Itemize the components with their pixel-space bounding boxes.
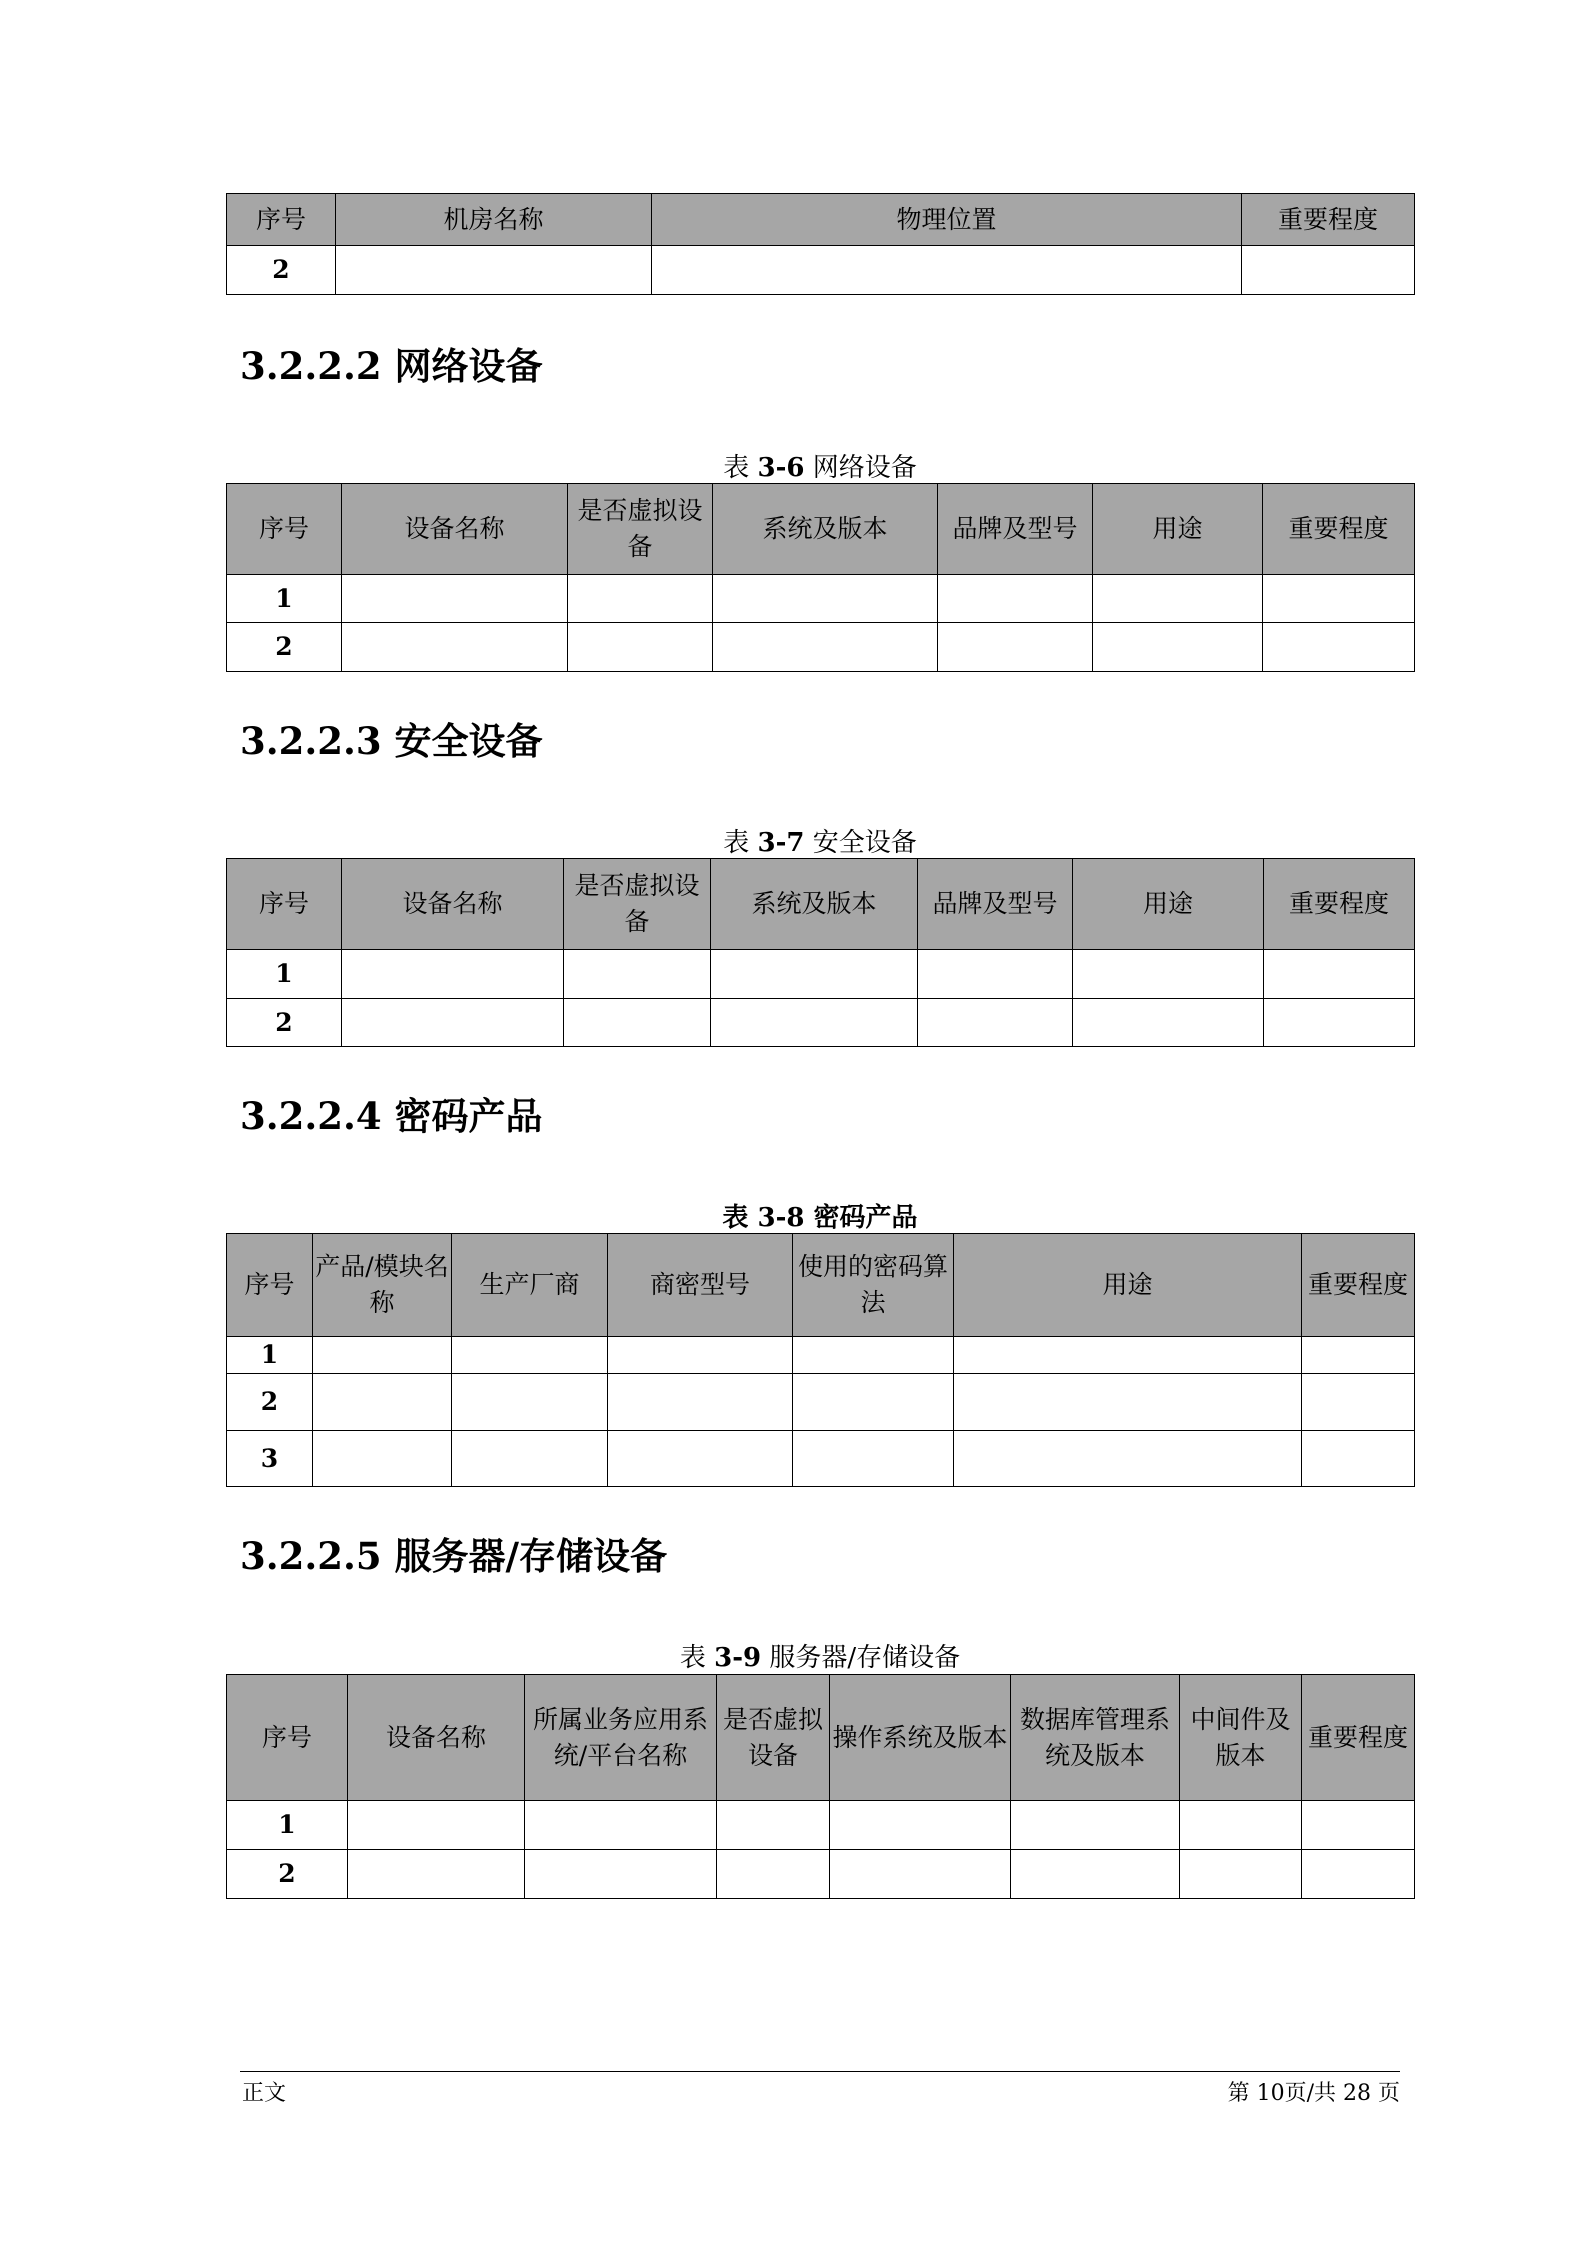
table-row: [227, 1850, 1415, 1899]
header-cell: 设备名称: [348, 1675, 525, 1801]
header-cell: 序号: [227, 484, 342, 575]
table-cell: [1302, 1431, 1415, 1487]
table-cell: [713, 575, 938, 623]
table-cell: [608, 1337, 793, 1374]
table-cell: [1264, 999, 1415, 1047]
header-cell: 中间件及版本: [1180, 1675, 1302, 1801]
table-cell: [608, 1431, 793, 1487]
header-cell: 生产厂商: [452, 1234, 608, 1337]
table-cell: [313, 1431, 452, 1487]
table-cell: [954, 1431, 1302, 1487]
table-cell: [954, 1374, 1302, 1431]
header-cell: 序号: [227, 194, 336, 246]
row-number: 2: [227, 246, 336, 295]
table-cell: [342, 575, 568, 623]
row-number: 1: [227, 1337, 313, 1374]
table-cell: [830, 1801, 1011, 1850]
table-cell: [1011, 1801, 1180, 1850]
header-cell: 用途: [1093, 484, 1263, 575]
table-cell: [313, 1374, 452, 1431]
footer-page-number: 第 10页/共 28 页: [1227, 2081, 1400, 2106]
table-cell: [452, 1431, 608, 1487]
table-cell: [1302, 1801, 1415, 1850]
section-heading-network: 3.2.2.2 网络设备: [240, 344, 543, 388]
header-cell: 系统及版本: [711, 859, 918, 950]
row-number: 3: [227, 1431, 313, 1487]
row-number: 2: [227, 1850, 348, 1899]
table-cell: [793, 1431, 954, 1487]
row-number: 2: [227, 623, 342, 672]
row-number: 1: [227, 575, 342, 623]
header-cell: 重要程度: [1264, 859, 1415, 950]
table-cell: [336, 246, 652, 295]
table-cell: [1263, 623, 1415, 672]
header-cell: 设备名称: [342, 859, 564, 950]
row-number: 1: [227, 1801, 348, 1850]
header-cell: 品牌及型号: [938, 484, 1093, 575]
table-cell: [348, 1801, 525, 1850]
table-cell: [711, 950, 918, 999]
section-heading-security: 3.2.2.3 安全设备: [240, 719, 543, 763]
table-server-storage: [226, 1674, 1415, 1899]
table-cell: [568, 623, 713, 672]
table-cell: [1302, 1337, 1415, 1374]
table-row: [227, 575, 1415, 623]
table-row: [227, 950, 1415, 999]
table-cell: [1242, 246, 1415, 295]
table-rooms: [226, 193, 1415, 295]
table-cell: [525, 1850, 717, 1899]
table-row: [227, 999, 1415, 1047]
table-cell: [608, 1374, 793, 1431]
header-cell: 商密型号: [608, 1234, 793, 1337]
table-cell: [1093, 575, 1263, 623]
table-cell: [717, 1801, 830, 1850]
table-cell: [652, 246, 1242, 295]
table-cell: [713, 623, 938, 672]
footer-divider: [240, 2071, 1400, 2072]
header-cell: 重要程度: [1242, 194, 1415, 246]
table-row: [227, 1431, 1415, 1487]
table-cell: [342, 999, 564, 1047]
table-row: [227, 246, 1415, 295]
table-cell: [1180, 1850, 1302, 1899]
header-cell: 重要程度: [1302, 1234, 1415, 1337]
header-cell: 用途: [1073, 859, 1264, 950]
table-cell: [1264, 950, 1415, 999]
header-cell: 机房名称: [336, 194, 652, 246]
table-cell: [1073, 999, 1264, 1047]
table-cell: [1011, 1850, 1180, 1899]
table-cell: [313, 1337, 452, 1374]
table-cell: [954, 1337, 1302, 1374]
header-cell: 序号: [227, 1675, 348, 1801]
table-cell: [938, 623, 1093, 672]
table-cell: [348, 1850, 525, 1899]
header-cell: 设备名称: [342, 484, 568, 575]
table-cell: [938, 575, 1093, 623]
table-cell: [1073, 950, 1264, 999]
header-cell: 所属业务应用系统/平台名称: [525, 1675, 717, 1801]
table-cell: [564, 950, 711, 999]
footer-section-label: 正文: [242, 2081, 287, 2106]
table-cell: [1180, 1801, 1302, 1850]
table-cell: [342, 623, 568, 672]
table-row: [227, 1337, 1415, 1374]
table-cell: [1263, 575, 1415, 623]
table-network-devices: [226, 483, 1415, 672]
header-cell: 重要程度: [1263, 484, 1415, 575]
table-cell: [830, 1850, 1011, 1899]
row-number: 2: [227, 999, 342, 1047]
table-caption-crypto: 表 3-8 密码产品: [722, 1203, 918, 1233]
header-cell: 序号: [227, 859, 342, 950]
header-cell: 操作系统及版本: [830, 1675, 1011, 1801]
table-cell: [1093, 623, 1263, 672]
section-heading-server: 3.2.2.5 服务器/存储设备: [240, 1534, 668, 1578]
header-cell: 是否虚拟设备: [568, 484, 713, 575]
row-number: 2: [227, 1374, 313, 1431]
header-cell: 用途: [954, 1234, 1302, 1337]
table-caption-security: 表 3-7 安全设备: [723, 828, 917, 858]
table-cell: [793, 1374, 954, 1431]
header-cell: 物理位置: [652, 194, 1242, 246]
table-caption-server: 表 3-9 服务器/存储设备: [679, 1643, 961, 1673]
table-security-devices: [226, 858, 1415, 1047]
table-cell: [918, 950, 1073, 999]
table-row: [227, 1374, 1415, 1431]
table-crypto-products: [226, 1233, 1415, 1487]
table-cell: [525, 1801, 717, 1850]
header-cell: 使用的密码算法: [793, 1234, 954, 1337]
row-number: 1: [227, 950, 342, 999]
header-cell: 数据库管理系统及版本: [1011, 1675, 1180, 1801]
header-cell: 系统及版本: [713, 484, 938, 575]
header-cell: 重要程度: [1302, 1675, 1415, 1801]
header-cell: 序号: [227, 1234, 313, 1337]
table-cell: [452, 1337, 608, 1374]
header-cell: 是否虚拟设备: [564, 859, 711, 950]
table-cell: [793, 1337, 954, 1374]
table-cell: [711, 999, 918, 1047]
header-cell: 品牌及型号: [918, 859, 1073, 950]
section-heading-crypto: 3.2.2.4 密码产品: [240, 1094, 543, 1138]
table-cell: [918, 999, 1073, 1047]
table-cell: [568, 575, 713, 623]
table-row: [227, 1801, 1415, 1850]
table-cell: [1302, 1850, 1415, 1899]
header-cell: 是否虚拟设备: [717, 1675, 830, 1801]
table-caption-network: 表 3-6 网络设备: [723, 453, 917, 483]
table-row: [227, 623, 1415, 672]
table-cell: [452, 1374, 608, 1431]
table-cell: [342, 950, 564, 999]
table-cell: [564, 999, 711, 1047]
table-cell: [1302, 1374, 1415, 1431]
table-cell: [717, 1850, 830, 1899]
header-cell: 产品/模块名称: [313, 1234, 452, 1337]
